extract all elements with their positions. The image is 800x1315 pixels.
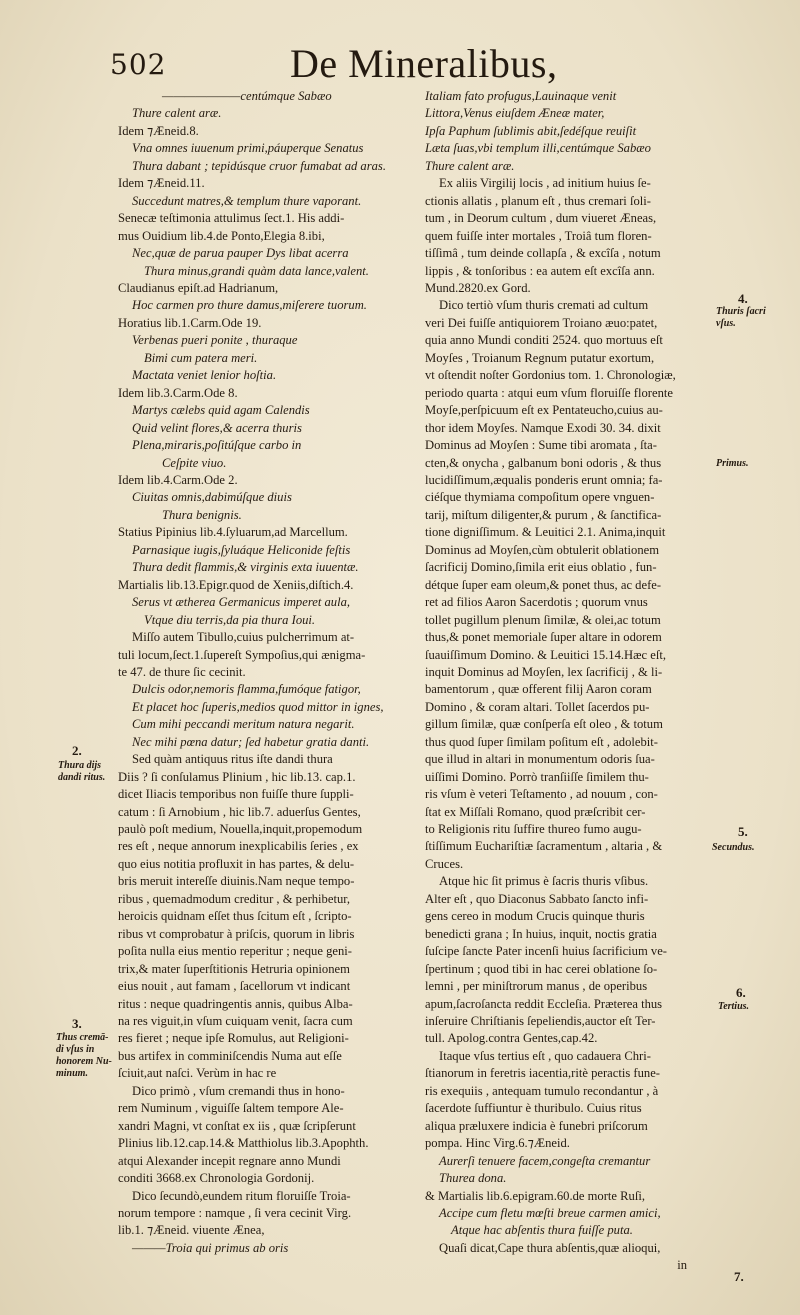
text-line: Domino , & coram altari. Tollet ſacerdos pu- <box>425 699 650 714</box>
text-line: cten,& onycha , galbanum boni odoris , & thus <box>425 455 662 470</box>
text-line: Cum mihi peccandi meritum natura negarit. <box>132 717 355 732</box>
text-line: lippis , & tonſoribus : ea autem eſt excîſa ann. <box>425 263 655 278</box>
left-text-column <box>118 88 400 1257</box>
text-line: Vna omnes iuuenum primi,páuperque Senatus <box>132 141 364 156</box>
text-line: Dulcis odor,nemoris flamma,fumóque fatigor, <box>132 682 361 697</box>
text-line: Verbenas pueri ponite , thuraque <box>132 333 298 348</box>
margin-note: Secundus. <box>712 842 755 853</box>
text-line: poſita nulla eius mentio reperitur ; neque geni- <box>118 944 352 959</box>
text-line: Nec,quæ de parua pauper Dys libat acerra <box>132 246 349 261</box>
text-line: Alter eſt , quo Diaconus Sabbato ſancto infi- <box>425 891 649 906</box>
text-line: Bimi cum patera meri. <box>144 350 258 365</box>
text-line: ciéſque thymiama compoſitum opere vnguen- <box>425 490 655 505</box>
text-line: ſacerdote ſuffiuntur è thuribulo. Cuius ritus <box>425 1101 642 1116</box>
text-line: Dico primò , vſum cremandi thus in hono- <box>132 1083 345 1098</box>
text-line: tione digniſſimum. & Leuitici 2.1. Anima,inquit <box>425 525 666 540</box>
text-line: xandri Magni, vt conſtat ex iis , quæ ſcripſerunt <box>118 1118 356 1133</box>
text-line: tull. Apolog.contra Gentes,cap.42. <box>425 1031 598 1046</box>
text-line: Quaſi dicat,Cape thura abſentis,quæ alioqui, <box>439 1240 661 1255</box>
text-line: Italiam fato profugus,Lauinaque venit <box>425 89 617 103</box>
text-line: tum , in Deorum cultum , dum viueret Æneas, <box>425 211 657 226</box>
text-line: Dico tertiò vſum thuris cremati ad cultum <box>439 298 649 313</box>
text-line: pompa. Hinc Virg.6.⁊Æneid. <box>425 1136 570 1151</box>
text-line: gillum ſimilæ, quæ conſperſa eſt oleo , & totum <box>425 717 663 732</box>
text-line: norum tempore : namque , ſi vera cecinit Virg. <box>118 1206 352 1220</box>
text-line: bus artifex in comminiſcendis Numa aut eſſe <box>118 1048 342 1063</box>
text-line: Diis ? ſi conſulamus Plinium , hic lib.13. cap.1. <box>118 769 356 784</box>
margin-note: Primus. <box>716 458 749 469</box>
margin-note: Thuris ſacri vſus. <box>716 306 766 329</box>
text-line: Ciuitas omnis,dabimúſque diuis <box>132 490 292 505</box>
text-line: catum : ſi Arnobium , hic lib.7. aduerſus Gentes, <box>118 804 361 819</box>
text-line: Parnasique iugis,ſyluáque Heliconide feſtis <box>132 542 351 557</box>
text-line: ———————centúmque Sabæo <box>162 89 332 103</box>
text-line: Atque hac abſentis thura fuiſſe puta. <box>451 1223 633 1238</box>
text-line: Atque hic ſit primus è ſacris thuris vſibus. <box>439 874 649 889</box>
text-line: Idem ⁊Æneid.11. <box>118 176 205 191</box>
text-line: ſpertinum ; quod tibi in hac cerei oblatione ſo- <box>425 961 658 976</box>
text-line: Senecæ teſtimonia attulimus ſect.1. His addi- <box>118 211 345 226</box>
text-line: ſuſcipe ſancte Pater incenſi huius ſacrificium ve- <box>425 944 667 959</box>
text-line: Aurerſi tenuere facem,congeſta cremantur <box>439 1153 651 1168</box>
text-line: Littora,Venus eiuſdem Æneæ mater, <box>425 106 605 121</box>
text-line: Ceſpite viuo. <box>162 455 227 470</box>
text-line: Idem lib.4.Carm.Ode 2. <box>118 472 238 487</box>
text-line: ſciuit,aut naſci. Verùm in hac re <box>118 1066 277 1081</box>
text-line: Horatius lib.1.Carm.Ode 19. <box>118 315 262 330</box>
text-line: Quid velint flores,& acerra thuris <box>132 420 302 435</box>
text-line: ribus vt comprobatur à priſcis, quorum in libris <box>118 926 355 941</box>
text-line: thor idem Moyſes. Namque Exodi 30. 34. dixit <box>425 420 661 435</box>
text-line: uiſſimi Domino. Porrò tranſiiſſe ſimilem thu- <box>425 769 649 784</box>
text-line: quo eius notitia profluxit in has partes, & delu- <box>118 856 355 871</box>
text-line: ctionis allatis , planum eſt , thus cremari ſoli- <box>425 193 651 208</box>
text-line: Thura minus,grandi quàm data lance,valent. <box>144 263 369 278</box>
text-line: ritus : neque quadringentis annis, quibus Alba- <box>118 996 353 1011</box>
text-line: ret ad filios Aaron Sacerdotis ; quorum vnus <box>425 595 648 610</box>
text-line: Ipſa Paphum ſublimis abit,ſedéſque reuiſit <box>425 123 637 138</box>
text-line: Sed quàm antiquus ritus iſte dandi thura <box>132 752 333 767</box>
text-line: Vtque diu terris,da pia thura Ioui. <box>144 612 316 627</box>
text-line: lib.1. ⁊Æneid. viuente Æneа, <box>118 1223 265 1238</box>
text-line: aliqua præluxere indicia è funebri priſcorum <box>425 1118 648 1133</box>
margin-number: 6. <box>736 985 746 1000</box>
text-line: conditi 3668.ex Chronologia Gordonij. <box>118 1171 315 1186</box>
text-line: Moyſes , Troianum Regnum putatur exortum, <box>425 350 655 365</box>
text-line: Hoc carmen pro thure damus,miſerere tuorum. <box>132 298 367 313</box>
text-line: ribus , quemadmodum creditur , & perhibetur, <box>118 891 351 906</box>
text-line: ſtiſſimum Euchariſtiæ ſacramentum , altaria , & <box>425 839 663 854</box>
text-line: tiſſimâ , tum deinde collapſa , & excîſa , notum <box>425 246 661 261</box>
margin-number: 5. <box>738 824 748 839</box>
text-line: Serus vt ætherea Germanicus imperet aula, <box>132 595 351 610</box>
text-line: tuli locum,ſect.1.ſupereſt Sympoſius,qui ænigma- <box>118 647 366 662</box>
margin-number: 7. <box>734 1269 744 1284</box>
text-line: te 47. de thure ſic cecinit. <box>118 664 246 679</box>
text-line: que illud in altari in monumentum odoris ſua- <box>425 752 655 767</box>
text-line: ris vſum è veteri Teſtamento , ad nouum , con- <box>425 787 658 802</box>
text-line: apum,ſacroſancta reddit Eccleſia. Præterea thus <box>425 996 663 1011</box>
text-line: lucidiſſimum,æqualis ponderis erunt omnia; fa- <box>425 472 663 487</box>
text-line: Ex aliis Virgilij locis , ad initium huius ſe- <box>439 176 651 191</box>
text-line: in <box>677 1258 687 1273</box>
margin-number: 4. <box>738 291 748 306</box>
text-line: Dico ſecundò,eundem ritum floruiſſe Troia- <box>132 1188 351 1203</box>
text-line: Dominus ad Moyſen : Sume tibi aromata , ſta- <box>425 438 657 453</box>
text-line: veri Dei fuiſſe antiquiorem Troiano æuo:patet, <box>425 315 658 330</box>
margin-number: 2. <box>72 743 82 758</box>
text-line: res fieret ; neque ipſe Romulus, aut Religioni- <box>118 1031 349 1046</box>
page-number: 502 <box>110 48 167 81</box>
text-line: tollet pugillum plenum ſimilæ, & olei,ac totum <box>425 612 661 627</box>
margin-number: 3. <box>72 1016 82 1031</box>
text-line: Idem lib.3.Carm.Ode 8. <box>118 385 238 400</box>
text-line: res eſt , neque annorum inexplicabilis ſeries , ex <box>118 839 359 854</box>
text-line: Thure calent aræ. <box>132 106 222 121</box>
text-line: ———Troia qui primus ab oris <box>132 1240 289 1255</box>
text-line: gens cereo in modum Crucis quinque thuris <box>425 909 645 924</box>
text-line: Idem ⁊Æneid.8. <box>118 123 199 138</box>
text-line: bris meruit intereſſe diuinis.Nam neque tempo- <box>118 874 355 889</box>
text-line: Martialis lib.13.Epigr.quod de Xeniis,diſtich.4. <box>118 577 354 592</box>
text-line: Cruces. <box>425 856 464 871</box>
text-line: Succedunt matres,& templum thure vaporant. <box>132 193 362 208</box>
text-line: Mactata veniet lenior hoſtia. <box>132 368 277 383</box>
text-line: vt oſtendit noſter Gordonius tom. 1. Chronologiæ, <box>425 368 676 383</box>
text-line: dicet Iliacis temporibus non fuiſſe thure ſuppli- <box>118 787 354 802</box>
right-text-column <box>425 88 707 1275</box>
text-line: quem fuiſſe inter mortales , Troiâ tum floren- <box>425 228 652 243</box>
text-line: inſeruire Chriſtianis ſepeliendis,auctor eſt Ter- <box>425 1014 656 1029</box>
text-line: Thure calent aræ. <box>425 158 515 173</box>
text-line: Thurea dona. <box>439 1171 507 1186</box>
text-line: trix,& mater ſuperſtitionis Hetruria opinionem <box>118 961 350 976</box>
text-line: Nec mihi pœna datur; ſed habetur gratia danti. <box>132 734 370 749</box>
text-line: ſacrificij Domino,ſimila erit eius oblatio , fun- <box>425 560 657 575</box>
text-line: & Martialis lib.6.epigram.60.de morte Ruſi, <box>425 1188 646 1203</box>
text-line: ris exequiis , antequam tumulo recondantur , à <box>425 1083 659 1098</box>
text-line: Moyſe,perſpicuum eſt ex Pentateucho,cuius au- <box>425 403 663 418</box>
text-line: Claudianus epiſt.ad Hadrianum, <box>118 280 279 295</box>
text-line: Thura dedit flammis,& virginis exta iuuentæ. <box>132 560 359 575</box>
margin-note: Tertius. <box>718 1001 750 1012</box>
text-line: Mund.2820.ex Gord. <box>425 280 531 295</box>
text-line: lemni , per miniſtrorum manus , de operibus <box>425 979 648 994</box>
text-line: Accipe cum fletu mœſti breue carmen amici, <box>439 1206 661 1220</box>
margin-note: Thura dijs dandi ritus. <box>58 760 106 783</box>
text-line: Martys cælebs quid agam Calendis <box>132 403 310 418</box>
text-line: Thura dabant ; tepidúsque cruor fumabat ad aras. <box>132 158 386 173</box>
text-line: Statius Pipinius lib.4.ſyluarum,ad Marcellum. <box>118 525 348 540</box>
text-line: eius nouit , aut famam , ſacellorum vt indicant <box>118 979 351 994</box>
text-line: paulò poſt medium, Nouella,inquit,propemodum <box>118 822 363 837</box>
text-line: Et placet hoc ſuperis,medios quod mittor in ignes, <box>132 699 384 714</box>
text-line: ſuauiſſimum Domino. & Leuitici 15.14.Hæc eſt, <box>425 647 667 662</box>
margin-note: Thus cremā- di vſus in honorem Nu- minum. <box>56 1032 112 1079</box>
text-line: thus,& ponet memoriale ſuper altare in odorem <box>425 630 662 645</box>
text-line: Itaque vſus tertius eſt , quo cadauera Chri- <box>439 1048 651 1063</box>
text-line: na res viguit,in vſum cuiquam venit, ſacra cum <box>118 1014 353 1029</box>
text-line: Dominus ad Moyſen,cùm obtulerit oblationem <box>425 542 659 557</box>
text-line: periodo quarta : atqui eum vſum floruiſſe florente <box>425 385 673 400</box>
text-line: quia anno Mundi conditi 2524. quo mortuus eſt <box>425 333 663 348</box>
text-line: to Religionis ritu ſuffire thureo fumo augu- <box>425 822 642 837</box>
text-line: rem Numinum , viguiſſe ſaltem tempore Ale- <box>118 1101 344 1116</box>
text-line: Miſſo autem Tibullo,cuius pulcherrimum at- <box>132 630 355 645</box>
text-line: inquit Dominus ad Moyſen, lex ſacrificij , & li- <box>425 664 663 679</box>
text-line: Thura benignis. <box>162 507 242 522</box>
text-line: Læta ſuas,vbi templum illi,centúmque Sabæo <box>425 141 651 156</box>
text-line: benedicti grana ; In huius, inquit, noctis gratia <box>425 926 657 941</box>
text-line: mus Ouidium lib.4.de Ponto,Elegia 8.ibi, <box>118 228 325 243</box>
text-line: heroicis quidnam eſſet thus ſcitum eſt , ſcripto- <box>118 909 352 924</box>
text-line: tarij, miſtum diligenter,& purum , & ſanctifica- <box>425 507 662 522</box>
text-line: ſtat ex Miſſali Romano, quod præſcribit cer- <box>425 804 646 819</box>
text-line: ſtianorum in feretris iacentia,ritè peractis fune- <box>425 1066 660 1081</box>
text-line: bamentorum , quæ offerent filij Aaron coram <box>425 682 652 697</box>
text-line: atqui Alexander incepit regnare anno Mundi <box>118 1153 341 1168</box>
text-line: thus quod ſuper ſimilam poſitum eſt , adolebit- <box>425 734 658 749</box>
text-line: Plena,miraris,poſitúſque carbo in <box>132 438 302 453</box>
text-line: Plinius lib.12.cap.14.& Matthiolus lib.3.Apophth. <box>118 1136 369 1151</box>
running-title: De Mineralibus, <box>290 41 558 86</box>
text-line: détque ſuper eam oleum,& ponet thus, ac defe- <box>425 577 662 592</box>
